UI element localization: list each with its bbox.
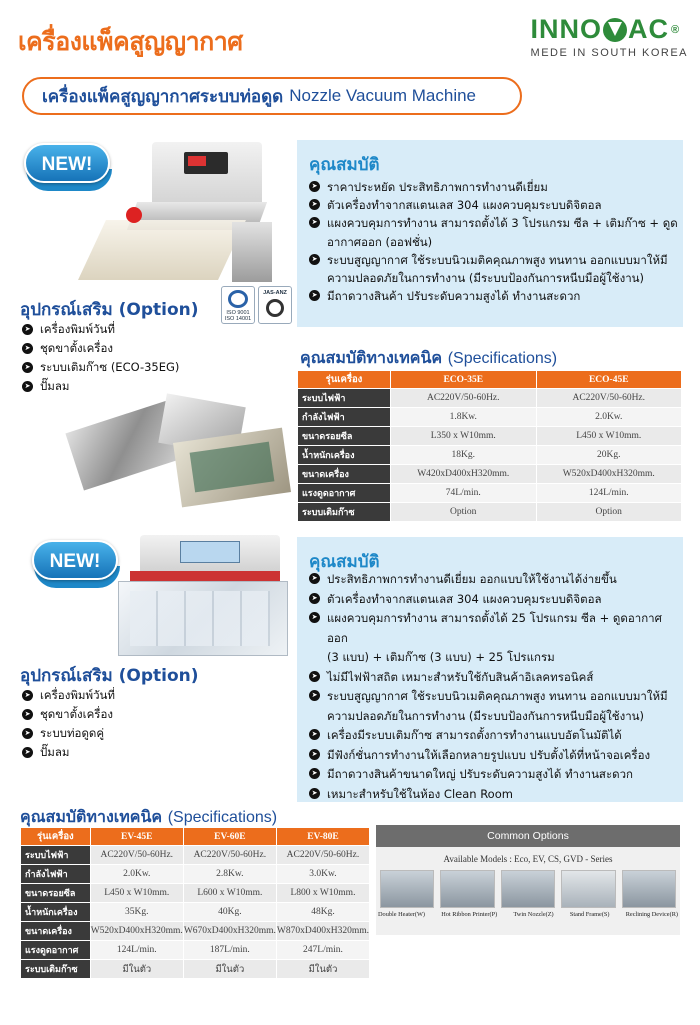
- row-label: ระบบไฟฟ้า: [298, 389, 391, 408]
- product1-option-list: [22, 320, 212, 396]
- feature-item: ➤ ตัวเครื่องทำจากสแตนเลส 304 แผงควบคุมระบบดิจิตอล: [309, 590, 679, 610]
- table-row: [21, 903, 370, 922]
- option-item: ➤ ระบบเติมก๊าซ (ECO-35EG): [22, 358, 212, 377]
- option-label: Stand Frame(S): [569, 911, 610, 918]
- product1-feature-list: [309, 178, 679, 305]
- option-item: ➤ เครื่องพิมพ์วันที่: [22, 686, 212, 705]
- table-cell: W520xD400xH320mm.: [536, 465, 682, 484]
- row-label: ขนาดเครื่อง: [21, 922, 91, 941]
- feature-item: ➤ แผงควบคุมการทำงาน สามารถตั้งได้ 25 โปรแกรม ซีล + ดูดอากาศออก: [309, 609, 679, 648]
- product2-features-panel: [297, 537, 683, 802]
- subtitle-banner: [22, 77, 522, 115]
- feature-item: ➤ มีถาดวางสินค้า ปรับระดับความสูงได้ ทำงานสะดวก: [309, 287, 679, 305]
- table-cell: W670xD400xH320mm.: [183, 922, 276, 941]
- product2-features-heading: คุณสมบัติ: [309, 552, 380, 572]
- table-cell: 48Kg.: [276, 903, 369, 922]
- arrow-bullet-icon: ➤: [309, 181, 320, 192]
- table-cell: 2.0Kw.: [90, 865, 183, 884]
- table-cell: 35Kg.: [90, 903, 183, 922]
- table-cell: AC220V/50-60Hz.: [276, 846, 369, 865]
- arrow-bullet-icon: ➤: [309, 749, 320, 760]
- table-row: [298, 446, 682, 465]
- option-item: ➤ ปั๊มลม: [22, 743, 212, 762]
- table-row: [21, 865, 370, 884]
- table-cell: 1.8Kw.: [391, 408, 537, 427]
- table-cell: มีในตัว: [183, 960, 276, 979]
- feature-item: ➤ แผงควบคุมการทำงาน สามารถตั้งได้ 3 โปรแกรม ซีล + เติมก๊าซ + ดูด: [309, 214, 679, 232]
- product1-option-heading: อุปกรณ์เสริม (Option): [20, 300, 199, 320]
- stand-frame-image: [561, 870, 615, 908]
- product1-spec-table: [297, 370, 682, 522]
- feature-item: ➤ ระบบสูญญากาศ ใช้ระบบนิวเมติคคุณภาพสูง ทนทาน ออกแบบมาให้มี: [309, 251, 679, 269]
- table-cell: 124L/min.: [90, 941, 183, 960]
- arrow-bullet-icon: ➤: [309, 254, 320, 265]
- brand-logo: [531, 14, 688, 59]
- option-thumbnails: [376, 864, 680, 908]
- row-label: กำลังไฟฟ้า: [298, 408, 391, 427]
- feature-item-continuation: (3 แบบ) + เติมก๊าซ (3 แบบ) + 25 โปรแกรม: [327, 650, 555, 664]
- double-heater-image: [380, 870, 434, 908]
- feature-item-continuation: อากาศออก (ออฟชั่น): [327, 234, 433, 249]
- table-row: [298, 427, 682, 446]
- table-cell: 2.8Kw.: [183, 865, 276, 884]
- arrow-bullet-icon: ➤: [309, 573, 320, 584]
- product2-spec-heading: คุณสมบัติทางเทคนิค (Specifications): [20, 807, 278, 826]
- iso-certification-icon: ISO 9001 ISO 14001: [221, 286, 255, 324]
- row-label: น้ำหนักเครื่อง: [21, 903, 91, 922]
- option-item: ➤ ชุดขาตั้งเครื่อง: [22, 705, 212, 724]
- common-options-box: [376, 825, 680, 935]
- subtitle-english: Nozzle Vacuum Machine: [289, 86, 477, 105]
- column-header: EV-45E: [90, 828, 183, 846]
- product2-option-heading: อุปกรณ์เสริม (Option): [20, 666, 199, 686]
- feature-item: ➤ เครื่องมีระบบเติมก๊าซ สามารถตั้งการทำงานแบบอัตโนมัติได้: [309, 726, 679, 746]
- option-label: Hot Ribbon Printer(P): [441, 911, 498, 918]
- table-row: [298, 503, 682, 522]
- table-cell: L450 x W10mm.: [90, 884, 183, 903]
- feature-item: ➤ ราคาประหยัด ประสิทธิภาพการทำงานดีเยี่ยม: [309, 178, 679, 196]
- arrow-bullet-icon: ➤: [22, 324, 33, 335]
- table-cell: AC220V/50-60Hz.: [183, 846, 276, 865]
- arrow-bullet-icon: ➤: [22, 381, 33, 392]
- table-cell: AC220V/50-60Hz.: [391, 389, 537, 408]
- table-cell: 74L/min.: [391, 484, 537, 503]
- feature-item: ➤ ระบบสูญญากาศ ใช้ระบบนิวเมติคคุณภาพสูง ทนทาน ออกแบบมาให้มี: [309, 687, 679, 707]
- table-cell: W420xD400xH320mm.: [391, 465, 537, 484]
- registered-mark: ®: [671, 23, 681, 36]
- table-cell: AC220V/50-60Hz.: [90, 846, 183, 865]
- chamber-vacuum-machine-image: [110, 535, 290, 660]
- column-header: ECO-35E: [391, 371, 537, 389]
- table-row: [21, 922, 370, 941]
- vacuum-packed-products-image: [62, 395, 292, 510]
- table-cell: 124L/min.: [536, 484, 682, 503]
- arrow-bullet-icon: ➤: [309, 768, 320, 779]
- row-label: กำลังไฟฟ้า: [21, 865, 91, 884]
- product1-features-panel: [297, 140, 683, 327]
- option-label: Reclining Device(R): [625, 911, 678, 918]
- product2-spec-table: [20, 827, 370, 979]
- table-cell: W520xD400xH320mm.: [90, 922, 183, 941]
- brand-name-part2: AC: [628, 14, 670, 44]
- arrow-bullet-icon: ➤: [309, 788, 320, 799]
- table-cell: L450 x W10mm.: [536, 427, 682, 446]
- arrow-bullet-icon: ➤: [309, 690, 320, 701]
- feature-item-continuation: ความปลอดภัยในการทำงาน (มีระบบป้องกันการหนีบมือผู้ใช้งาน): [327, 708, 645, 723]
- table-row: [298, 484, 682, 503]
- hot-ribbon-printer-image: [440, 870, 494, 908]
- row-label: ระบบไฟฟ้า: [21, 846, 91, 865]
- new-badge: NEW!: [30, 540, 122, 590]
- nozzle-vacuum-machine-image: [92, 142, 282, 302]
- feature-item: ➤ ประสิทธิภาพการทำงานดีเยี่ยม ออกแบบให้ใช้งานได้ง่ายขึ้น: [309, 570, 679, 590]
- table-row: [21, 846, 370, 865]
- arrow-bullet-icon: ➤: [309, 612, 320, 623]
- common-options-heading: Common Options: [376, 825, 680, 847]
- brand-tagline: MEDE IN SOUTH KOREA: [530, 47, 688, 59]
- table-cell: 2.0Kw.: [536, 408, 682, 427]
- feature-item: ➤ เหมาะสำหรับใช้ในห้อง Clean Room: [309, 785, 679, 805]
- table-header-row: [298, 371, 682, 389]
- option-item: ➤ ปั๊มลม: [22, 377, 212, 396]
- row-label: ระบบเติมก๊าซ: [298, 503, 391, 522]
- product2-option-list: [22, 686, 212, 762]
- arrow-bullet-icon: ➤: [22, 343, 33, 354]
- table-cell: Option: [391, 503, 537, 522]
- row-label: ขนาดรอยซีล: [21, 884, 91, 903]
- table-row: [298, 389, 682, 408]
- new-badge: NEW!: [22, 143, 114, 193]
- option-labels: [376, 908, 680, 918]
- available-models: Available Models : Eco, EV, CS, GVD - Series: [443, 854, 613, 864]
- column-header: EV-60E: [183, 828, 276, 846]
- arrow-bullet-icon: ➤: [22, 728, 33, 739]
- page-title: เครื่องแพ็คสูญญากาศ: [18, 27, 243, 56]
- table-row: [298, 465, 682, 484]
- twin-nozzle-image: [501, 870, 555, 908]
- table-cell: 18Kg.: [391, 446, 537, 465]
- brand-v-icon: [603, 18, 627, 42]
- column-header: รุ่นเครื่อง: [298, 371, 391, 389]
- table-cell: 20Kg.: [536, 446, 682, 465]
- row-label: น้ำหนักเครื่อง: [298, 446, 391, 465]
- row-label: แรงดูดอากาศ: [21, 941, 91, 960]
- arrow-bullet-icon: ➤: [309, 199, 320, 210]
- table-row: [298, 408, 682, 427]
- option-item: ➤ ชุดขาตั้งเครื่อง: [22, 339, 212, 358]
- table-cell: L350 x W10mm.: [391, 427, 537, 446]
- arrow-bullet-icon: ➤: [309, 290, 320, 301]
- jas-anz-certification-icon: JAS-ANZ: [258, 286, 292, 324]
- arrow-bullet-icon: ➤: [309, 671, 320, 682]
- feature-item: ➤ มีถาดวางสินค้าขนาดใหญ่ ปรับระดับความสูงได้ ทำงานสะดวก: [309, 765, 679, 785]
- feature-item: ➤ ตัวเครื่องทำจากสแตนเลส 304 แผงควบคุมระบบดิจิตอล: [309, 196, 679, 214]
- product1-spec-heading: คุณสมบัติทางเทคนิค (Specifications): [300, 348, 558, 367]
- row-label: ขนาดรอยซีล: [298, 427, 391, 446]
- arrow-bullet-icon: ➤: [22, 747, 33, 758]
- option-item: ➤ เครื่องพิมพ์วันที่: [22, 320, 212, 339]
- table-cell: มีในตัว: [276, 960, 369, 979]
- product2-feature-list: [309, 570, 679, 804]
- arrow-bullet-icon: ➤: [22, 690, 33, 701]
- arrow-bullet-icon: ➤: [309, 593, 320, 604]
- table-header-row: [21, 828, 370, 846]
- arrow-bullet-icon: ➤: [309, 729, 320, 740]
- row-label: ระบบเติมก๊าซ: [21, 960, 91, 979]
- table-cell: มีในตัว: [90, 960, 183, 979]
- table-cell: 247L/min.: [276, 941, 369, 960]
- table-cell: 40Kg.: [183, 903, 276, 922]
- subtitle-thai: เครื่องแพ็คสูญญากาศระบบท่อดูด: [42, 86, 284, 107]
- product1-features-heading: คุณสมบัติ: [309, 155, 380, 175]
- feature-item: ➤ มีฟังก์ชั่นการทำงานให้เลือกหลายรูปแบบ ปรับตั้งได้ที่หน้าจอเครื่อง: [309, 746, 679, 766]
- feature-item-continuation: ความปลอดภัยในการทำงาน (มีระบบป้องกันการหนีบมือผู้ใช้งาน): [327, 271, 645, 286]
- table-cell: AC220V/50-60Hz.: [536, 389, 682, 408]
- brand-name-part1: INNO: [530, 14, 603, 44]
- table-cell: 3.0Kw.: [276, 865, 369, 884]
- table-row: [21, 941, 370, 960]
- table-cell: 187L/min.: [183, 941, 276, 960]
- table-cell: L800 x W10mm.: [276, 884, 369, 903]
- option-label: Twin Nozzle(Z): [513, 911, 554, 918]
- feature-item: ➤ ไม่มีไฟฟ้าสถิต เหมาะสำหรับใช้กับสินค้าอิเลคทรอนิคส์: [309, 668, 679, 688]
- table-row: [21, 884, 370, 903]
- column-header: EV-80E: [276, 828, 369, 846]
- option-item: ➤ ระบบท่อดูดคู่: [22, 724, 212, 743]
- column-header: ECO-45E: [536, 371, 682, 389]
- row-label: แรงดูดอากาศ: [298, 484, 391, 503]
- table-row: [21, 960, 370, 979]
- option-label: Double Heater(W): [378, 911, 426, 918]
- table-cell: L600 x W10mm.: [183, 884, 276, 903]
- arrow-bullet-icon: ➤: [309, 217, 320, 228]
- row-label: ขนาดเครื่อง: [298, 465, 391, 484]
- arrow-bullet-icon: ➤: [22, 362, 33, 373]
- table-cell: Option: [536, 503, 682, 522]
- column-header: รุ่นเครื่อง: [21, 828, 91, 846]
- reclining-device-image: [622, 870, 676, 908]
- arrow-bullet-icon: ➤: [22, 709, 33, 720]
- table-cell: W870xD400xH320mm.: [276, 922, 369, 941]
